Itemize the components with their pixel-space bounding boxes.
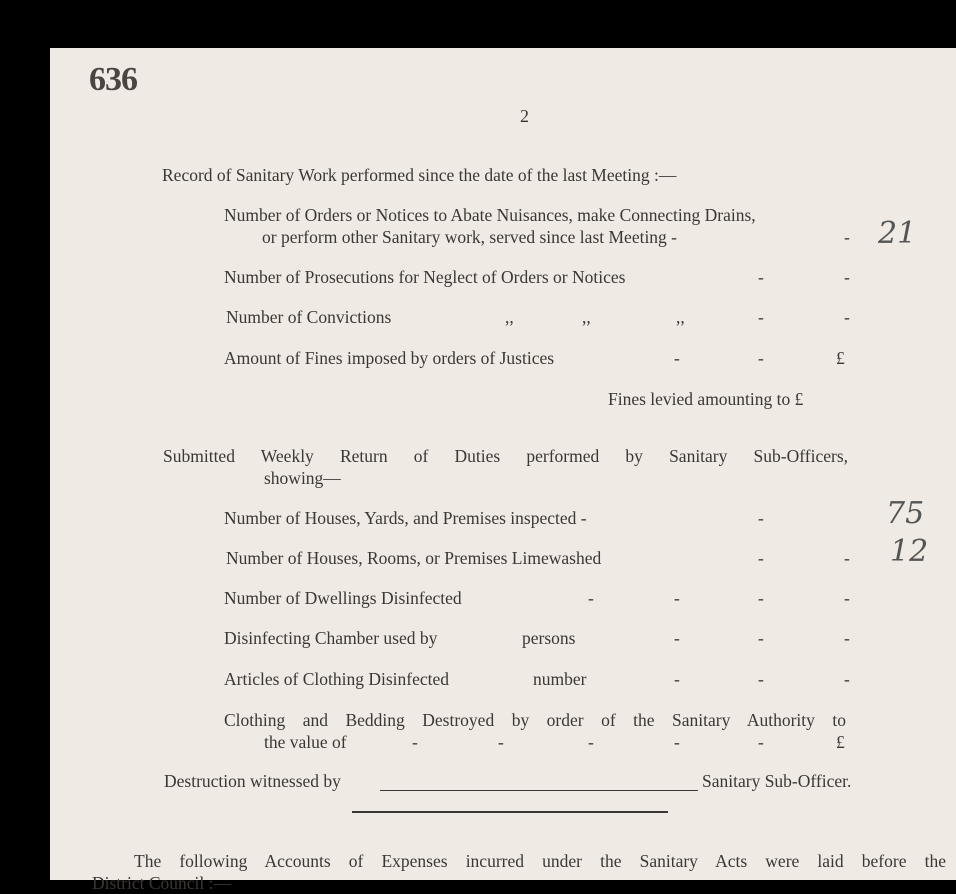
dwellings-label: Number of Dwellings Disinfected	[224, 588, 462, 608]
ditto-mark: ,,	[505, 307, 514, 327]
accounts-line-2: District Council :—	[92, 873, 232, 893]
bedding-dash: -	[498, 732, 504, 752]
chamber-dash: -	[844, 628, 850, 648]
fines-levied: Fines levied amounting to £	[608, 389, 804, 409]
clothing-unit: number	[533, 669, 587, 689]
clothing-dash: -	[844, 669, 850, 689]
fines-dash: -	[758, 348, 764, 368]
bedding-line-2: the value of	[264, 732, 347, 752]
limewashed-dash: -	[758, 548, 764, 568]
clothing-dash: -	[674, 669, 680, 689]
bedding-dash: -	[758, 732, 764, 752]
chamber-unit: persons	[522, 628, 576, 648]
weekly-heading-line-1: Submitted Weekly Return of Duties performed by Sanitary Sub-Officers,	[163, 446, 848, 466]
limewashed-handwritten-value: 12	[890, 534, 929, 569]
ditto-mark: ,,	[582, 307, 591, 327]
bedding-dash: -	[412, 732, 418, 752]
destruction-label: Destruction witnessed by	[164, 771, 341, 791]
convictions-dash: -	[844, 307, 850, 327]
convictions-label: Number of Convictions	[226, 307, 392, 327]
sheet-number: 2	[520, 106, 529, 126]
dwellings-dash: -	[588, 588, 594, 608]
bedding-currency: £	[836, 732, 845, 752]
weekly-heading-line-2: showing—	[264, 468, 341, 488]
convictions-dash: -	[758, 307, 764, 327]
clothing-dash: -	[758, 669, 764, 689]
bedding-line-1: Clothing and Bedding Destroyed by order of the Sanitary Authority to	[224, 710, 846, 730]
document-page	[50, 48, 956, 893]
ditto-mark: ,,	[676, 307, 685, 327]
section-divider	[352, 811, 668, 813]
chamber-dash: -	[674, 628, 680, 648]
destruction-suffix: Sanitary Sub-Officer.	[702, 771, 852, 791]
signature-line	[380, 790, 698, 791]
dwellings-dash: -	[674, 588, 680, 608]
dwellings-dash: -	[844, 588, 850, 608]
accounts-line-1: The following Accounts of Expenses incurred under the Sanitary Acts were laid before the	[134, 851, 946, 871]
chamber-dash: -	[758, 628, 764, 648]
houses-inspected-label: Number of Houses, Yards, and Premises inspected -	[224, 508, 587, 528]
fines-label: Amount of Fines imposed by orders of Justices	[224, 348, 555, 368]
prosecutions-dash: -	[758, 267, 764, 287]
orders-handwritten-value: 21	[878, 216, 917, 251]
houses-handwritten-value: 75	[886, 496, 925, 531]
prosecutions-label: Number of Prosecutions for Neglect of Orders or Notices	[224, 267, 626, 287]
limewashed-dash: -	[844, 548, 850, 568]
orders-line-2: or perform other Sanitary work, served since last Meeting -	[262, 227, 678, 247]
limewashed-label: Number of Houses, Rooms, or Premises Limewashed	[226, 548, 602, 568]
page-number: 636	[89, 61, 137, 98]
houses-dash: -	[758, 508, 764, 528]
prosecutions-dash: -	[844, 267, 850, 287]
bedding-dash: -	[674, 732, 680, 752]
clothing-label: Articles of Clothing Disinfected	[224, 669, 450, 689]
orders-dash: -	[844, 227, 850, 247]
chamber-label: Disinfecting Chamber used by	[224, 628, 438, 648]
fines-currency: £	[836, 348, 845, 368]
dwellings-dash: -	[758, 588, 764, 608]
bedding-dash: -	[588, 732, 594, 752]
record-heading: Record of Sanitary Work performed since the date of the last Meeting :—	[162, 165, 677, 185]
orders-line-1: Number of Orders or Notices to Abate Nuisances, make Connecting Drains,	[224, 205, 756, 225]
fines-dash: -	[674, 348, 680, 368]
